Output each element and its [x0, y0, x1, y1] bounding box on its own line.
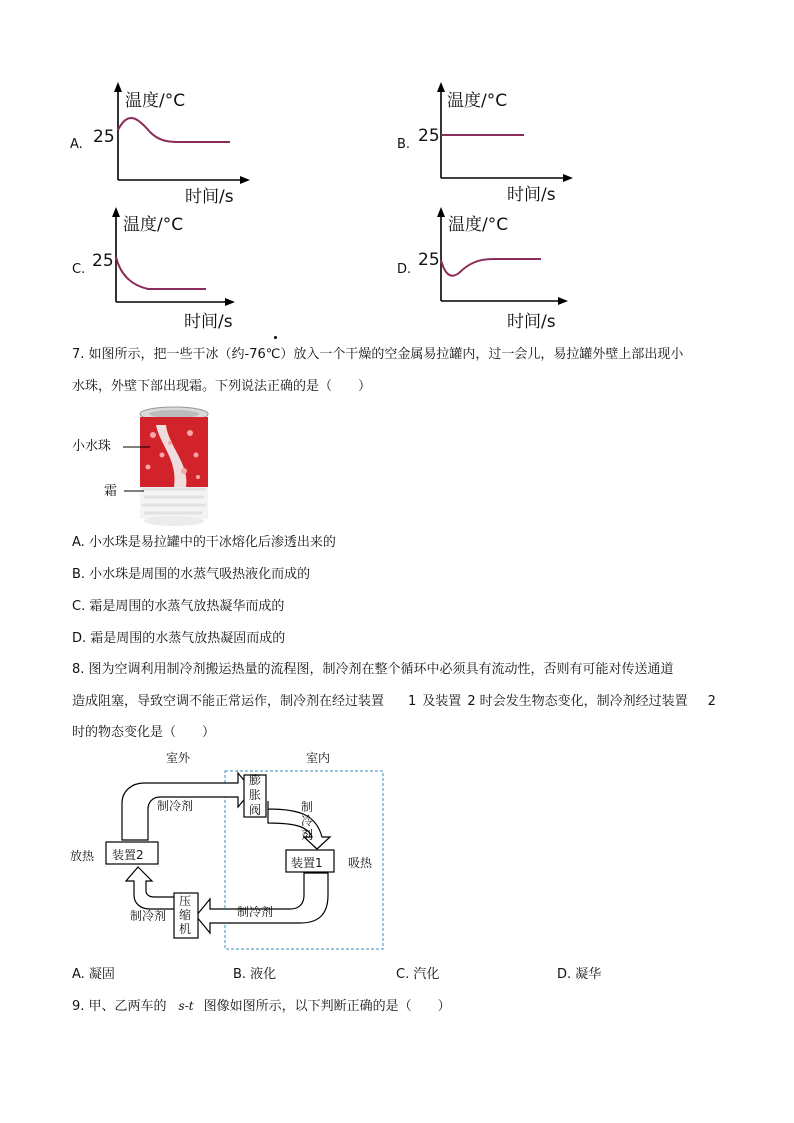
tick-25: 25	[418, 250, 440, 270]
x-arrow	[240, 176, 250, 184]
q9-text: 图像如图所示，以下判断正确的是（ ）	[203, 999, 451, 1014]
ylabel: 温度/°C	[123, 215, 184, 235]
x-arrow	[563, 174, 573, 182]
label-indoor: 室内	[306, 751, 331, 765]
device2-label: 装置2	[112, 848, 144, 862]
arrow-right-down	[268, 801, 330, 849]
q8-line2-part: 时会发生物态变化，制冷剂经过装置	[479, 694, 688, 709]
label-refrigerant-top: 制冷剂	[157, 799, 194, 813]
q8-option-b[interactable]: B. 液化	[233, 967, 277, 982]
refrigeration-flow-diagram	[60, 745, 400, 955]
label-absorb-heat: 吸热	[348, 856, 373, 870]
device1-label: 装置1	[291, 856, 323, 870]
xlabel: 时间/s	[185, 187, 234, 207]
valve-label: 膨 胀 阀	[249, 773, 262, 817]
q8-option-a[interactable]: A. 凝固	[72, 967, 115, 982]
xlabel: 时间/s	[507, 185, 556, 205]
y-arrow	[112, 207, 120, 217]
q8-device-num: 2	[707, 694, 716, 709]
ylabel: 温度/°C	[448, 215, 509, 235]
arrow-left-up	[126, 867, 176, 909]
tick-25: 25	[418, 126, 440, 146]
q8-device-num: 2	[467, 694, 476, 709]
option-a-label: A.	[70, 137, 83, 152]
q8-line2-part: 及装置	[422, 694, 462, 709]
tick-25: 25	[92, 251, 114, 271]
xlabel: 时间/s	[507, 312, 556, 332]
compressor-label: 压 缩 机	[179, 894, 192, 936]
label-outdoor: 室外	[166, 751, 191, 765]
y-arrow	[114, 82, 122, 92]
soda-can-figure	[98, 405, 218, 530]
option-c-label: C.	[72, 262, 86, 277]
question-9	[72, 997, 451, 1016]
q7-option-b[interactable]: B. 小水珠是周围的水蒸气吸热液化而成的	[72, 567, 311, 582]
q9-st: s-t	[178, 999, 194, 1013]
label-refrigerant-bottom: 制冷剂	[237, 905, 274, 919]
x-arrow	[558, 297, 568, 305]
y-arrow	[437, 82, 445, 92]
x-arrow	[225, 298, 235, 306]
q9-text: 9. 甲、乙两车的	[72, 999, 167, 1014]
dot-mark	[274, 336, 277, 339]
q8-option-d[interactable]: D. 凝华	[557, 967, 602, 982]
ylabel: 温度/°C	[125, 91, 186, 111]
curve	[441, 259, 541, 276]
ylabel: 温度/°C	[447, 91, 508, 111]
label-refrigerant-vertical: 制 冷 剂	[301, 800, 314, 842]
q8-option-c[interactable]: C. 汽化	[396, 967, 440, 982]
label-water-drops: 小水珠	[72, 439, 112, 454]
curve	[116, 257, 206, 289]
tick-25: 25	[93, 127, 115, 147]
q8-line2-part: 造成阻塞，导致空调不能正常运作，制冷剂在经过装置	[72, 694, 385, 709]
q7-option-a[interactable]: A. 小水珠是易拉罐中的干冰熔化后渗透出来的	[72, 535, 336, 550]
q8-line1: 8. 图为空调利用制冷剂搬运热量的流程图，制冷剂在整个循环中必须具有流动性，否则有可能对传送通道	[72, 662, 674, 677]
q7-option-c[interactable]: C. 霜是周围的水蒸气放热凝华而成的	[72, 599, 285, 614]
q7-option-d[interactable]: D. 霜是周围的水蒸气放热凝固而成的	[72, 631, 286, 646]
q8-line2	[72, 693, 716, 711]
q7-line1: 7. 如图所示，把一些干冰（约-76℃）放入一个干燥的空金属易拉罐内，过一会儿，易拉罐外壁上部出现小	[72, 347, 684, 362]
label-frost: 霜	[104, 484, 118, 499]
y-arrow	[437, 207, 445, 217]
q8-device-num: 1	[408, 694, 417, 709]
q8-line3: 时的物态变化是（ ）	[72, 725, 216, 740]
label-release-heat: 放热	[70, 849, 95, 863]
q7-line2: 水珠，外壁下部出现霜。下列说法正确的是（ ）	[72, 379, 372, 394]
curve	[118, 118, 230, 142]
label-refrigerant-left: 制冷剂	[130, 909, 167, 923]
xlabel: 时间/s	[184, 312, 233, 332]
option-d-label: D.	[397, 262, 412, 277]
option-b-label: B.	[397, 137, 411, 152]
